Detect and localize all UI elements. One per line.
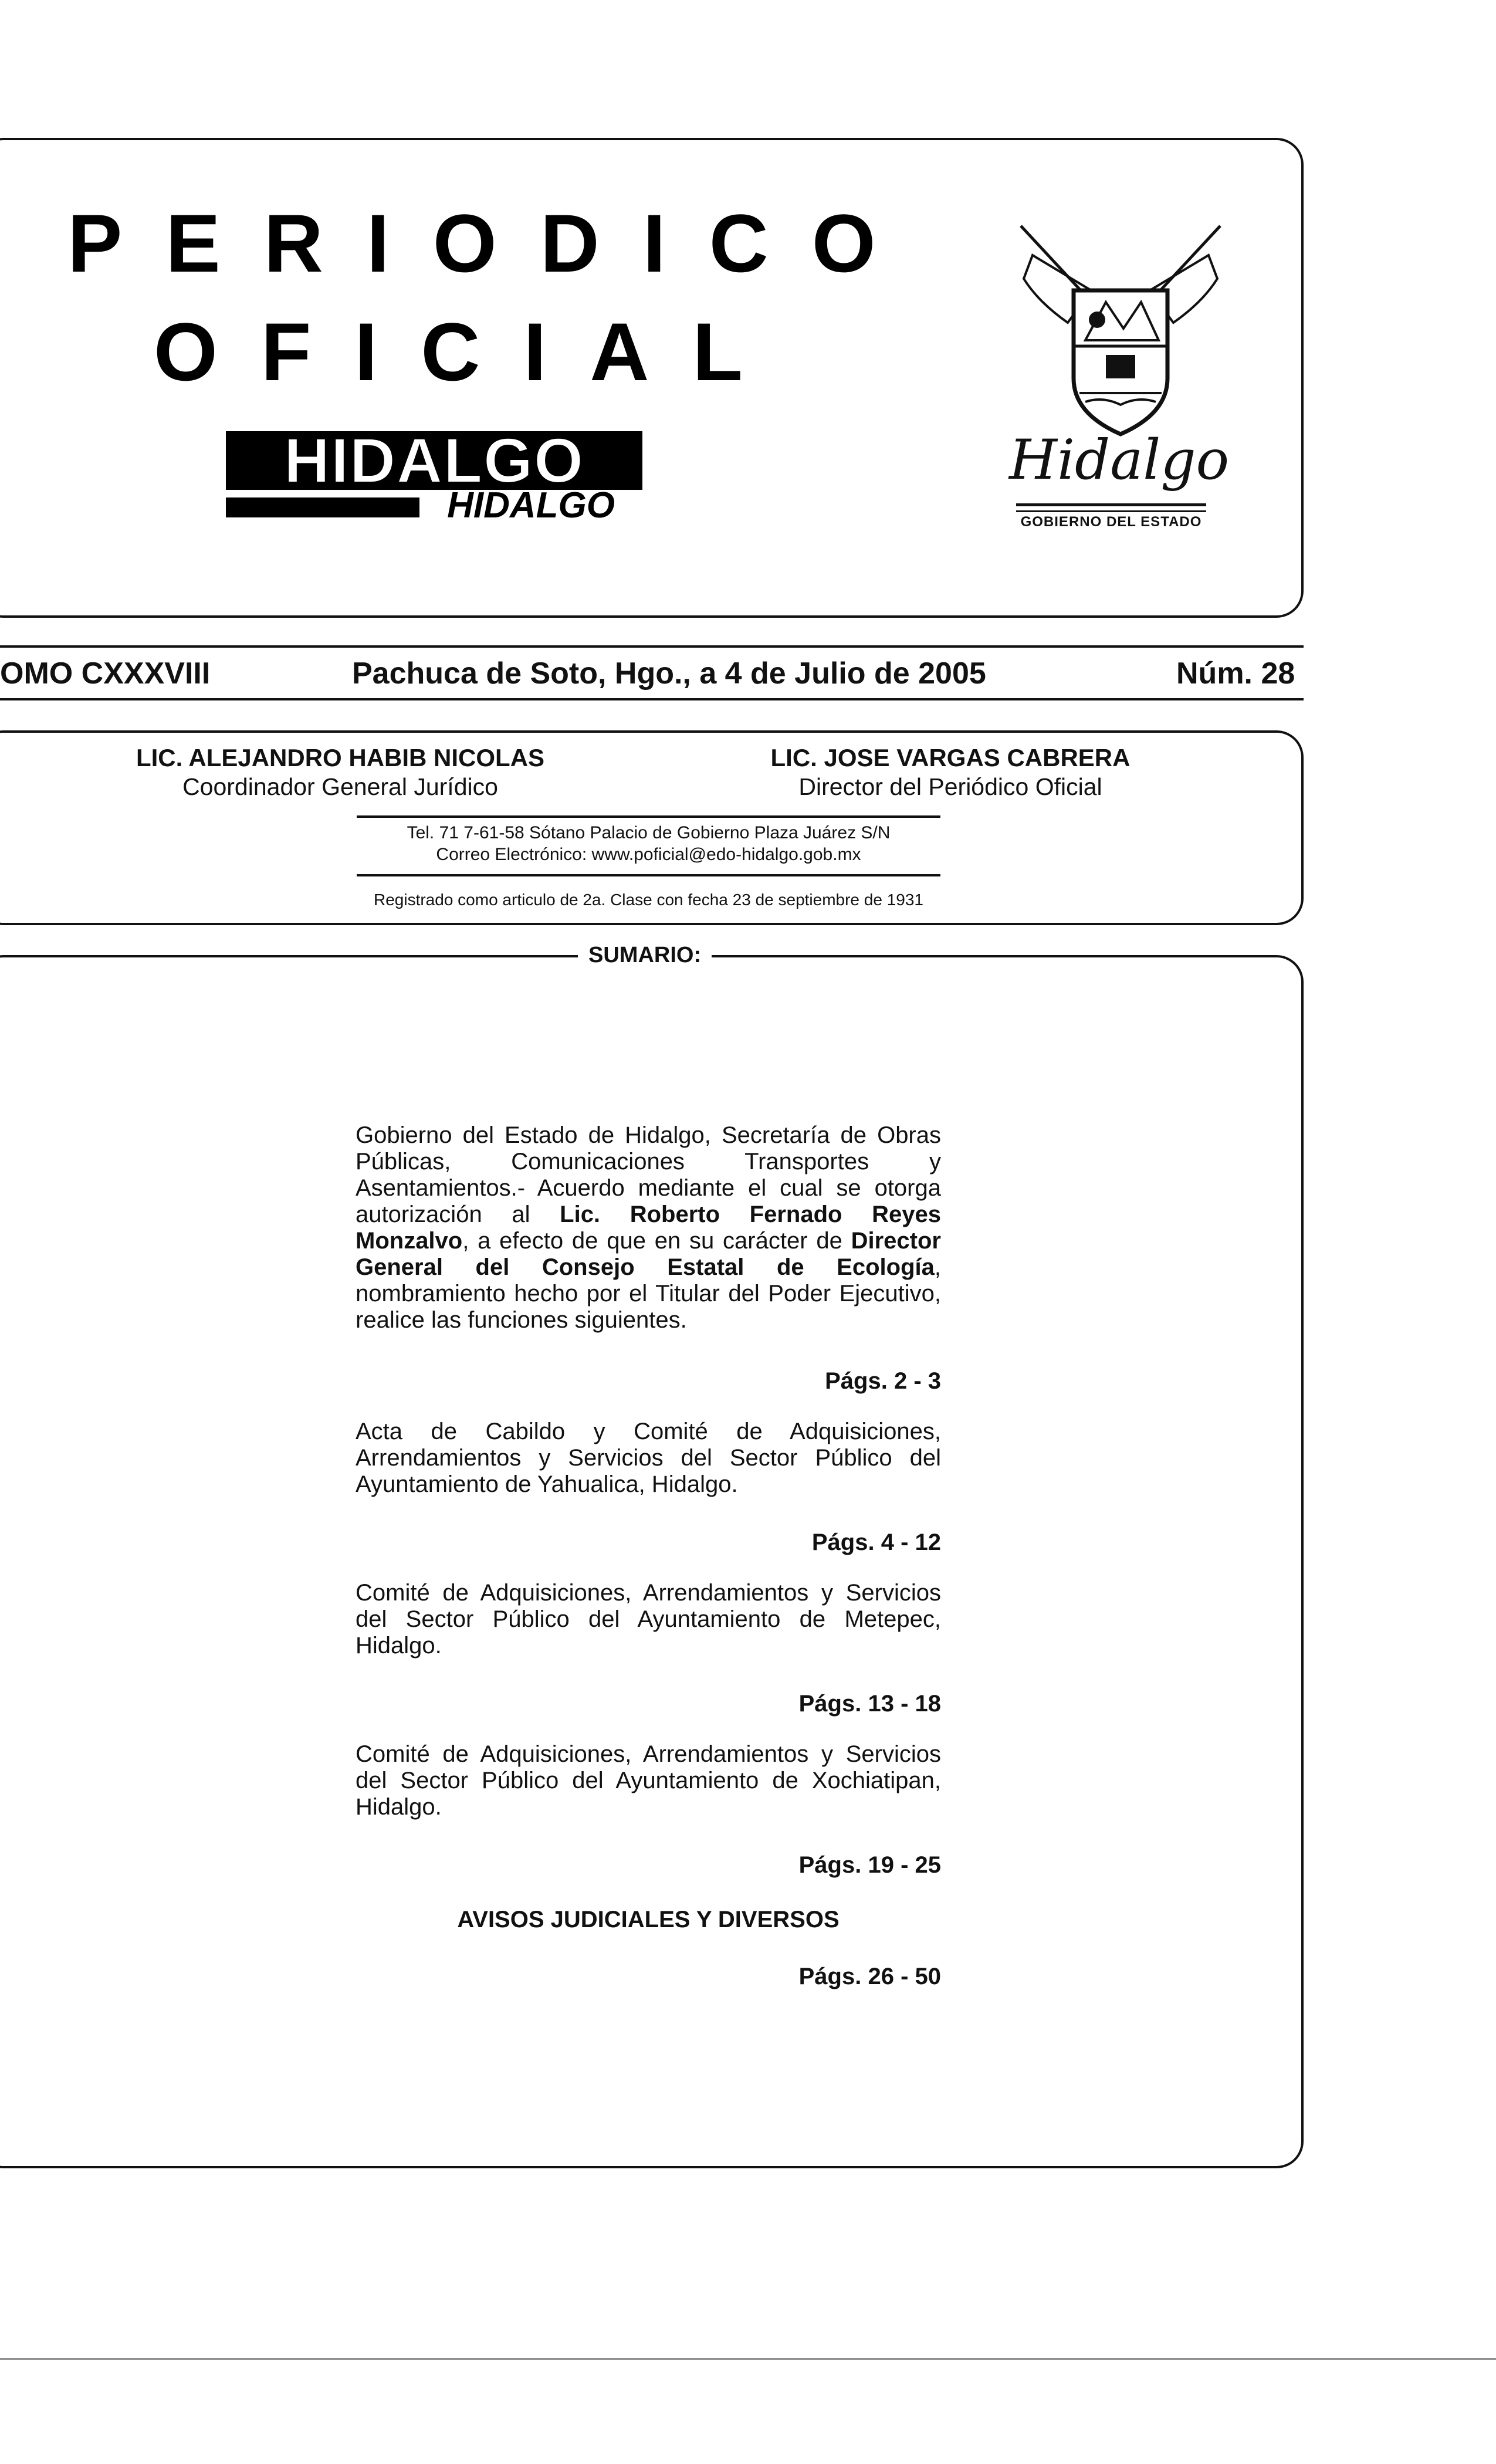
- summary-entry-4-pages: Págs. 19 - 25: [798, 1852, 941, 1878]
- registration-note: Registrado como articulo de 2a. Clase con fecha 23 de septiembre de 1931: [373, 891, 923, 909]
- place-and-date: Pachuca de Soto, Hgo., a 4 de Julio de 2005: [352, 656, 986, 691]
- summary-entry-1: [356, 1122, 941, 1333]
- summary-heading: SUMARIO:: [578, 940, 712, 970]
- divider: [0, 698, 1304, 700]
- divider: [357, 815, 940, 818]
- summary-entry-3: Comité de Adquisiciones, Arrendamientos y Servicios del Sector Público del Ayuntamiento de Metepec, Hidalgo.: [356, 1580, 941, 1659]
- divider: [357, 874, 940, 876]
- government-label: GOBIERNO DEL ESTADO: [1020, 514, 1202, 530]
- summary-entry-1-text-a: Gobierno del Estado de Hidalgo, Secretaría de Obras Públicas, Comunicaciones Transportes y Asentamientos.- Acuerdo mediante el cual se otorga autorización al: [356, 1122, 941, 1227]
- director-role: Director del Periódico Oficial: [798, 773, 1102, 800]
- summary-entry-3-pages: Págs. 13 - 18: [798, 1691, 941, 1717]
- publication-title-line-2: OFICIAL: [154, 306, 786, 398]
- hidalgo-wordmark-logo: [226, 428, 642, 534]
- divider: [1016, 503, 1206, 506]
- volume-number: OMO CXXXVIII: [0, 656, 211, 691]
- contact-phone-address: Tel. 71 7-61-58 Sótano Palacio de Gobierno Plaza Juárez S/N: [407, 823, 891, 842]
- coat-of-arms-icon: [997, 220, 1244, 443]
- summary-entry-2-pages: Págs. 4 - 12: [811, 1529, 941, 1555]
- summary-avisos-pages: Págs. 26 - 50: [798, 1964, 941, 1989]
- scan-edge-line: [0, 2358, 1496, 2360]
- summary-entry-4: Comité de Adquisiciones, Arrendamientos y Servicios del Sector Público del Ayuntamiento de Xochiatipan, Hidalgo.: [356, 1741, 941, 1820]
- summary-entry-1-text-b: , a efecto de que en su carácter de: [462, 1228, 851, 1254]
- hidalgo-script-wordmark: Hidalgo: [1009, 428, 1230, 492]
- divider: [0, 645, 1304, 648]
- summary-entry-1-name: Lic. Roberto Fernado Reyes Monzalvo: [356, 1201, 942, 1254]
- logo-bottom-text: HIDALGO: [447, 485, 615, 526]
- contact-email: Correo Electrónico: www.poficial@edo-hidalgo.gob.mx: [436, 845, 861, 864]
- divider: [1016, 510, 1206, 512]
- summary-entry-1-pages: Págs. 2 - 3: [825, 1368, 941, 1394]
- summary-avisos-heading: AVISOS JUDICIALES Y DIVERSOS: [457, 1907, 840, 1932]
- issue-number: Núm. 28: [1176, 656, 1295, 691]
- director-name: LIC. JOSE VARGAS CABRERA: [770, 744, 1131, 771]
- legal-coordinator-role: Coordinador General Jurídico: [182, 773, 498, 800]
- publication-title-line-1: PERIODICO: [67, 197, 919, 289]
- summary-entry-2: Acta de Cabildo y Comité de Adquisiciones, Arrendamientos y Servicios del Sector Público del Ayuntamiento de Yahualica, Hidalgo.: [356, 1419, 941, 1497]
- summary-entry-1-title: Director General del Consejo Estatal de Ecología: [356, 1228, 941, 1280]
- legal-coordinator-name: LIC. ALEJANDRO HABIB NICOLAS: [136, 744, 545, 771]
- summary-entry-1-text-c: , nombramiento hecho por el Titular del Poder Ejecutivo, realice las funciones siguientes.: [356, 1254, 941, 1333]
- logo-top-text: HIDALGO: [284, 428, 584, 496]
